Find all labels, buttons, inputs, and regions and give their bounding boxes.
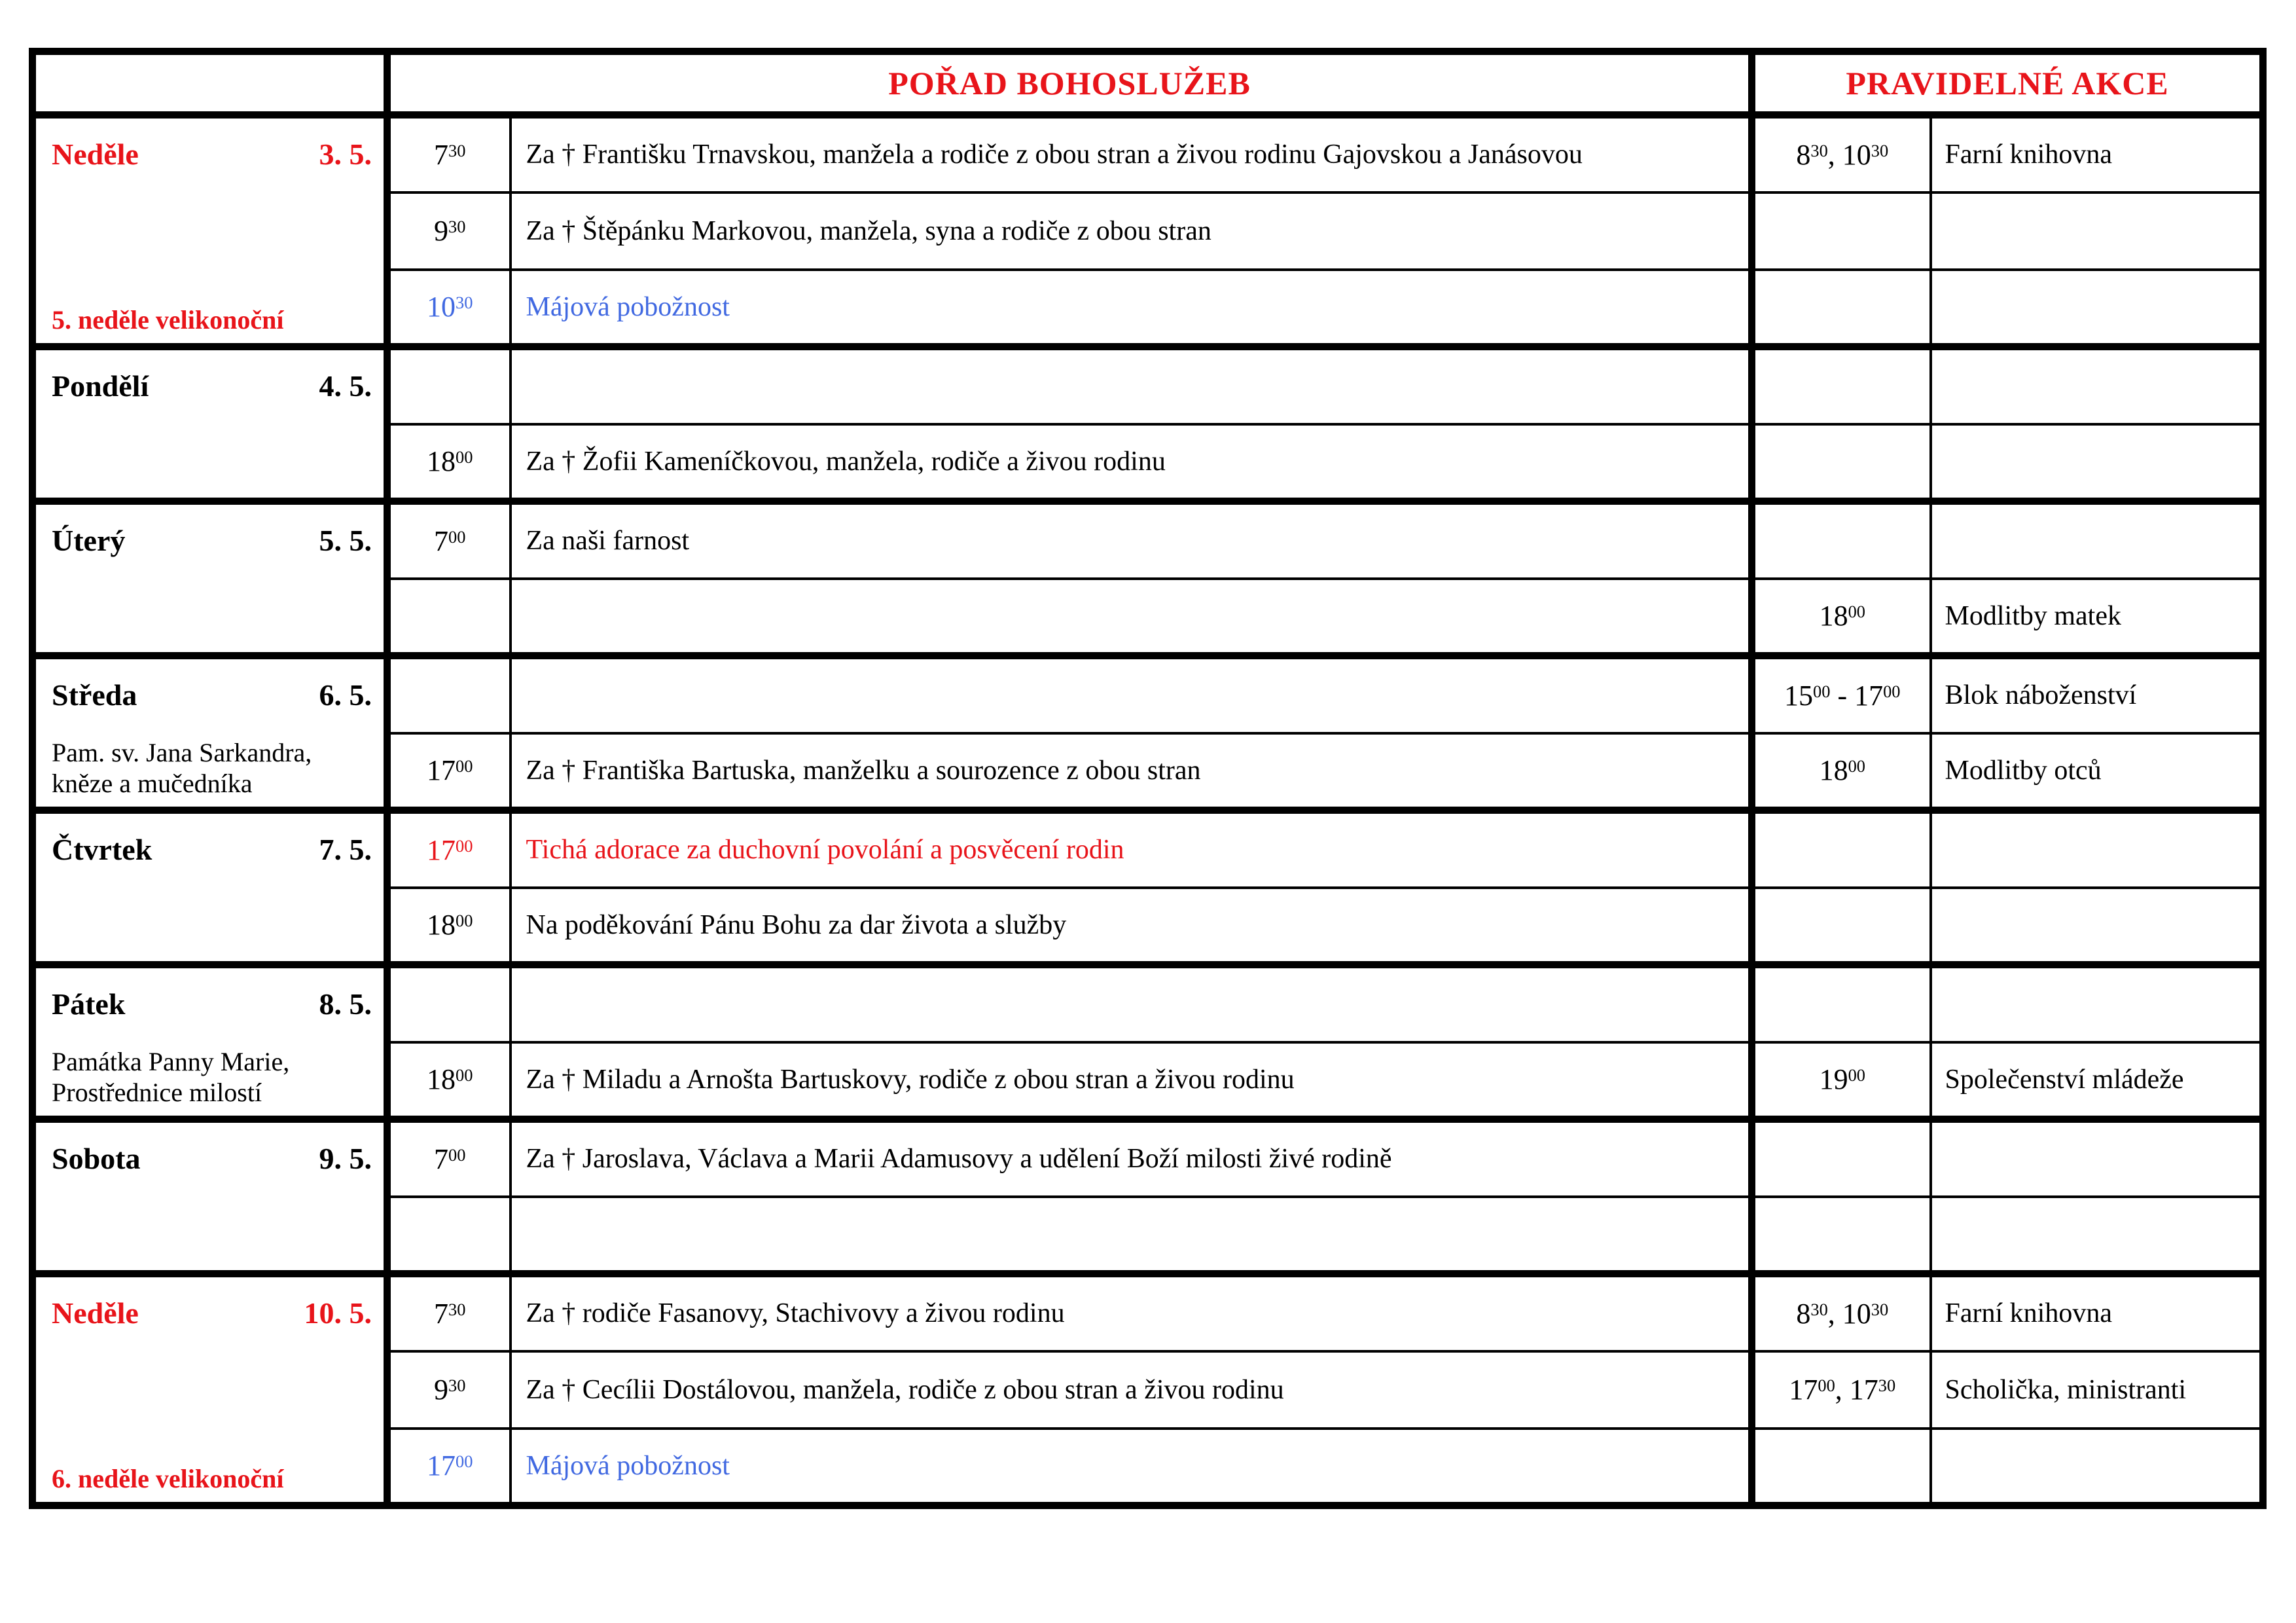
mass-time: $18^{00}$ [387, 888, 511, 965]
event-name [1931, 192, 2263, 270]
event-time [1752, 1429, 1931, 1506]
mass-intention [511, 347, 1752, 424]
day-name: Neděle [52, 137, 139, 171]
schedule-row [33, 1120, 2263, 1197]
day-name: Pondělí [52, 369, 149, 403]
day-cell [33, 965, 387, 1120]
mass-intention: Za † rodiče Fasanovy, Stachivovy a živou rodinu [511, 1274, 1752, 1351]
day-name: Neděle [52, 1296, 139, 1330]
day-header [52, 359, 376, 403]
event-name [1931, 347, 2263, 424]
mass-intention [511, 656, 1752, 733]
schedule-row [33, 656, 2263, 733]
mass-intention: Za naši farnost [511, 501, 1752, 579]
mass-intention: Za † Štěpánku Markovou, manžela, syna a rodiče z obou stran [511, 192, 1752, 270]
event-name: Scholička, ministranti [1931, 1351, 2263, 1429]
day-date: 9. 5. [319, 1142, 372, 1175]
mass-intention: Na poděkování Pánu Bohu za dar života a služby [511, 888, 1752, 965]
day-subtitle: Pam. sv. Jana Sarkandra, kněze a mučedníka [52, 737, 312, 798]
event-name [1931, 501, 2263, 579]
mass-time [387, 656, 511, 733]
day-date: 3. 5. [319, 137, 372, 171]
header-empty-cell [33, 52, 387, 115]
day-date: 5. 5. [319, 524, 372, 557]
event-time: $17^{00}$, $17^{30}$ [1752, 1351, 1931, 1429]
event-time [1752, 1197, 1931, 1274]
table-header-row [33, 52, 2263, 115]
day-cell [33, 347, 387, 501]
event-time [1752, 270, 1931, 347]
schedule-row [33, 1274, 2263, 1351]
event-time: $15^{00} - 17^{00}$ [1752, 656, 1931, 733]
mass-intention [511, 579, 1752, 656]
mass-intention: Májová pobožnost [511, 1429, 1752, 1506]
day-cell [33, 1274, 387, 1506]
day-name: Úterý [52, 524, 126, 557]
day-name: Pátek [52, 987, 126, 1021]
day-header [52, 128, 376, 172]
event-name [1931, 270, 2263, 347]
day-header [52, 668, 376, 712]
event-time [1752, 501, 1931, 579]
mass-time: $18^{00}$ [387, 424, 511, 501]
day-cell [33, 1120, 387, 1274]
day-subtitle: 6. neděle velikonoční [52, 1463, 284, 1493]
day-cell [33, 501, 387, 656]
event-time [1752, 347, 1931, 424]
schedule-row [33, 501, 2263, 579]
event-name: Farní knihovna [1931, 1274, 2263, 1351]
day-date: 7. 5. [319, 833, 372, 866]
mass-time [387, 965, 511, 1042]
mass-time: $17^{00}$ [387, 733, 511, 811]
mass-time: $7^{30}$ [387, 115, 511, 192]
event-time: $8^{30}$, $10^{30}$ [1752, 115, 1931, 192]
day-cell [33, 811, 387, 965]
event-time: $18^{00}$ [1752, 579, 1931, 656]
event-name: Modlitby matek [1931, 579, 2263, 656]
day-name: Čtvrtek [52, 833, 152, 866]
event-time: $8^{30}$, $10^{30}$ [1752, 1274, 1931, 1351]
day-header [52, 823, 376, 867]
mass-intention: Májová pobožnost [511, 270, 1752, 347]
mass-time [387, 347, 511, 424]
schedule-row [33, 965, 2263, 1042]
day-header [52, 514, 376, 558]
mass-time: $7^{00}$ [387, 501, 511, 579]
day-date: 6. 5. [319, 678, 372, 712]
event-time [1752, 192, 1931, 270]
event-name [1931, 424, 2263, 501]
event-name [1931, 888, 2263, 965]
mass-time: $10^{30}$ [387, 270, 511, 347]
mass-intention: Za † Jaroslava, Václava a Marii Adamusovy a udělení Boží milosti živé rodině [511, 1120, 1752, 1197]
mass-time: $17^{00}$ [387, 1429, 511, 1506]
event-time [1752, 888, 1931, 965]
mass-time: $7^{00}$ [387, 1120, 511, 1197]
event-name: Společenství mládeže [1931, 1042, 2263, 1120]
day-date: 4. 5. [319, 369, 372, 403]
day-cell [33, 115, 387, 347]
day-name: Sobota [52, 1142, 141, 1175]
mass-intention: Za † Cecílii Dostálovou, manžela, rodiče z obou stran a živou rodinu [511, 1351, 1752, 1429]
event-time [1752, 965, 1931, 1042]
event-name [1931, 1120, 2263, 1197]
mass-intention: Za † Miladu a Arnošta Bartuskovy, rodiče z obou stran a živou rodinu [511, 1042, 1752, 1120]
mass-time: $18^{00}$ [387, 1042, 511, 1120]
mass-intention: Za † Františka Bartuska, manželku a sourozence z obou stran [511, 733, 1752, 811]
event-name [1931, 1197, 2263, 1274]
day-header [52, 977, 376, 1021]
schedule-row [33, 811, 2263, 888]
mass-intention [511, 965, 1752, 1042]
mass-intention: Za † Žofii Kameníčkovou, manžela, rodiče a živou rodinu [511, 424, 1752, 501]
day-header [52, 1286, 376, 1330]
event-name: Modlitby otců [1931, 733, 2263, 811]
mass-time [387, 1197, 511, 1274]
schedule-row [33, 347, 2263, 424]
event-name: Farní knihovna [1931, 115, 2263, 192]
schedule-table-body [33, 52, 2263, 1506]
mass-time: $9^{30}$ [387, 1351, 511, 1429]
mass-time: $17^{00}$ [387, 811, 511, 888]
event-name [1931, 965, 2263, 1042]
schedule-row [33, 115, 2263, 192]
event-time [1752, 424, 1931, 501]
mass-intention: Tichá adorace za duchovní povolání a posvěcení rodin [511, 811, 1752, 888]
events-title: PRAVIDELNÉ AKCE [1752, 52, 2263, 115]
mass-time [387, 579, 511, 656]
event-name [1931, 811, 2263, 888]
mass-intention [511, 1197, 1752, 1274]
mass-intention: Za † Františku Trnavskou, manžela a rodiče z obou stran a živou rodinu Gajovskou a Janásovou [511, 115, 1752, 192]
services-title: POŘAD BOHOSLUŽEB [387, 52, 1752, 115]
day-subtitle: Památka Panny Marie, Prostřednice milostí [52, 1046, 290, 1107]
day-date: 8. 5. [319, 987, 372, 1021]
mass-time: $9^{30}$ [387, 192, 511, 270]
day-cell [33, 656, 387, 811]
day-header [52, 1132, 376, 1176]
event-time: $19^{00}$ [1752, 1042, 1931, 1120]
event-time [1752, 811, 1931, 888]
day-subtitle: 5. neděle velikonoční [52, 304, 284, 335]
event-name [1931, 1429, 2263, 1506]
mass-time: $7^{30}$ [387, 1274, 511, 1351]
event-time: $18^{00}$ [1752, 733, 1931, 811]
event-time [1752, 1120, 1931, 1197]
event-name: Blok náboženství [1931, 656, 2263, 733]
day-date: 10. 5. [304, 1296, 372, 1330]
service-schedule-table [29, 48, 2267, 1509]
day-name: Středa [52, 678, 137, 712]
